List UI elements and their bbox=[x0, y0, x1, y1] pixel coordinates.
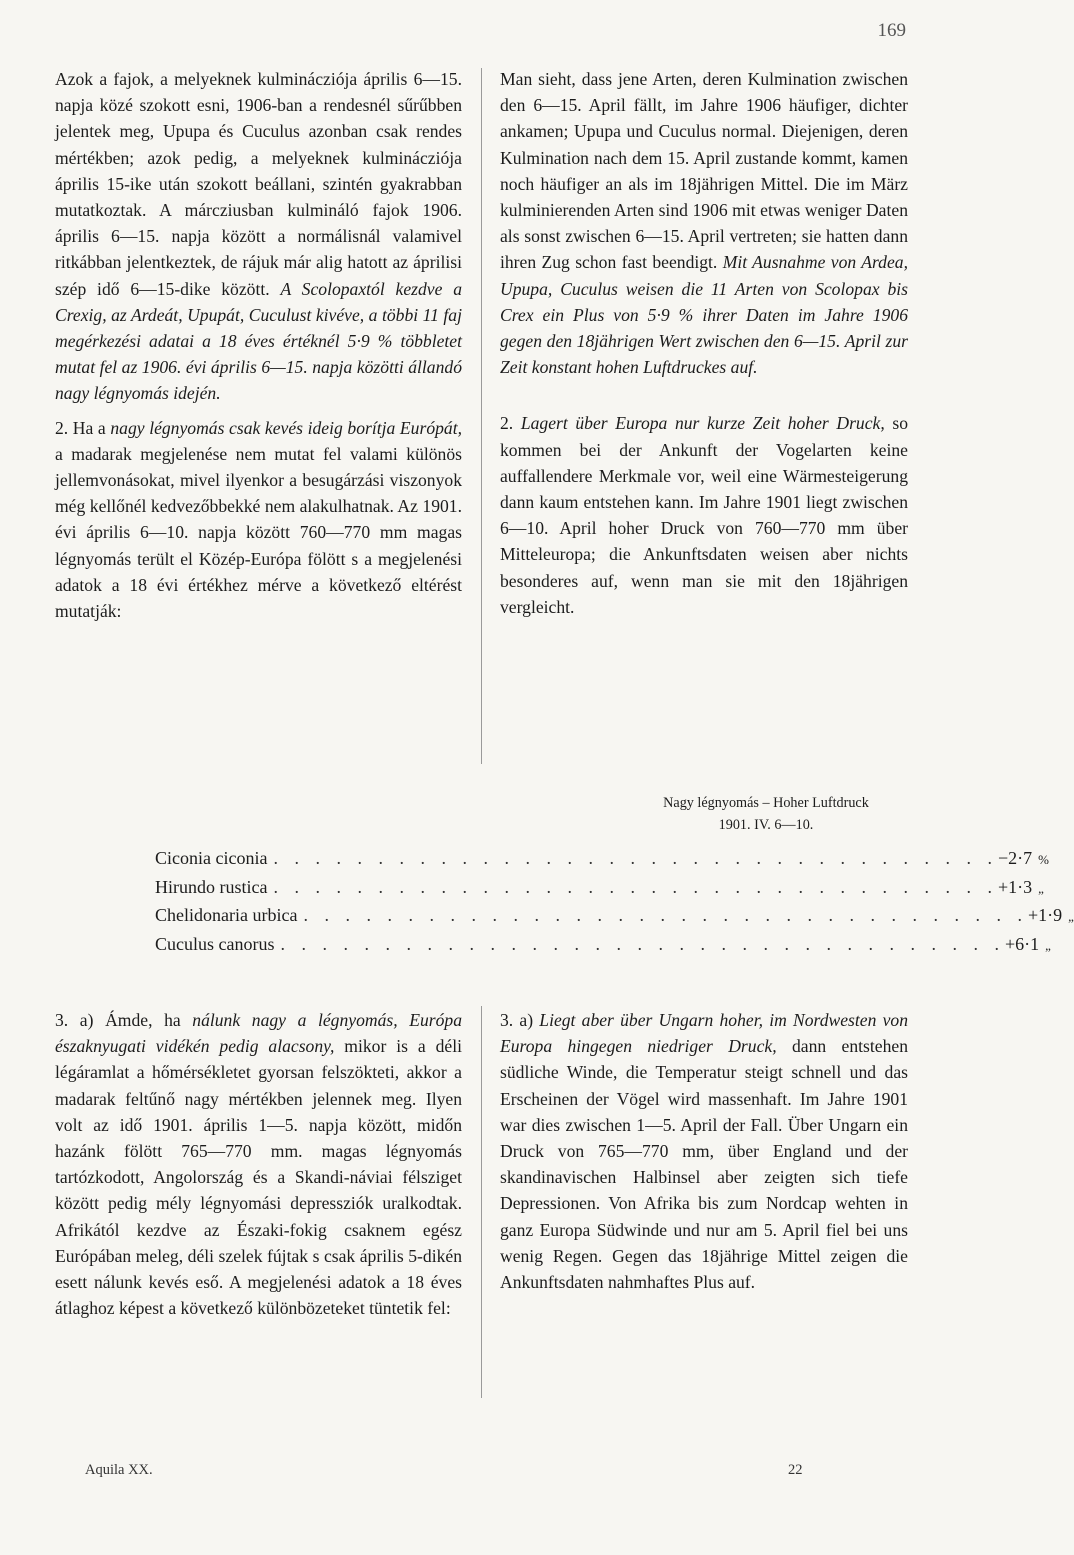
paragraph-lead: 3. a) bbox=[500, 1010, 540, 1030]
paragraph-italic-text: Liegt aber über Ungarn hoher, im Nordwesten von Europa hingegen niedriger Druck, bbox=[500, 1010, 909, 1057]
paragraph-lead: 2. Ha a bbox=[55, 417, 111, 438]
species-unit: „ bbox=[1045, 937, 1051, 953]
table-row bbox=[155, 845, 1049, 874]
german-paragraph-1 bbox=[500, 66, 908, 380]
column-divider bbox=[481, 68, 482, 764]
column-divider bbox=[481, 1006, 482, 1398]
species-name: Cuculus canorus bbox=[155, 933, 275, 954]
leader-dots: . . . . . . . . . . . . . . . . . . . . . . . . . . . . . . . . . . . bbox=[280, 933, 1005, 954]
species-table bbox=[155, 845, 1074, 959]
paragraph-text: a madarak megjelenése nem mutat fel valami különös jellemvonásokat, mivel ilyenkor a besugárzási viszonyok még kellőnél kedvezőbbekké nem alakulhatnak. Az 1901. évi április 6—10. napja között 760—770 mm magas légnyomás terült el Közép-Európa fölött s a megjelenési adatok a 18 évi értékhez mérve a következő eltérést mutatják: bbox=[55, 443, 462, 622]
paragraph-lead: 2. bbox=[500, 413, 521, 434]
hungarian-column-bottom bbox=[55, 1007, 462, 1321]
footer-signature-number: 22 bbox=[788, 1462, 803, 1478]
leader-dots: . . . . . . . . . . . . . . . . . . . . . . . . . . . . . . . . . . . bbox=[303, 905, 1028, 925]
paragraph-text: Man sieht, dass jene Arten, deren Kulmination zwischen den 6—15. April fällt, im Jahre 1906 häufiger, dichter ankamen; Upupa und Cuculus normal. Diejenigen, deren Kulmination nach dem 15. April zustande kommt, kamen noch häufiger an als im 18jährigen Mittel. Die im März kulminierenden Arten sind 1906 mit etwas weniger Daten als sonst zwischen 6—15. April vertreten; sie hatten dann ihren Zug schon fast beendigt. bbox=[500, 69, 908, 273]
table-row bbox=[155, 874, 1044, 903]
paragraph-text: Azok a fajok, a melyeknek kulminácziója április 6—15. napja közé szokott esni, 1906-ban a rendesnél sűrűbben jelentek meg, Upupa és Cuculus azonban csak rendes mértékben; azok pedig, a melyeknek kulminácziója április 15-ike után szokott beállani, szintén gyakrabban mutatkoztak. A márcziusban kulmináló fajok 1906. április 6—15. napja között a normálisnál valamivel ritkábban jelentkeztek, de rájuk már alig hatott az áprilisi szép idő 6—15-dike között. bbox=[55, 69, 462, 299]
table-header-title: Nagy légnyomás – Hoher Luftdruck bbox=[663, 795, 869, 811]
german-paragraph-2 bbox=[500, 410, 908, 620]
paragraph-text: mikor is a déli légáramlat a hőmérsékletet gyorsan felszökteti, akkor a madarak feltűnő nagy mértékben jelennek meg. Ilyen volt az idő 1901. április 1—5. napja között, midőn hazánk fölött 765—770 mm. magas légnyomás tartózkodott, Angolország és a Skandi-náviai félsziget között pedig mély légnyomási depressziók uralkodtak. Afrikától kezdve az Északi-fokig csaknem egész Európában meleg, déli szelek fújtak s csak április 5-dikén esett nálunk kevés eső. A megjelenési adatok a 18 éves átlaghoz képest a következő különbözeteket tüntetik fel: bbox=[55, 1036, 462, 1319]
table-row bbox=[155, 931, 1051, 960]
paragraph-italic-text: nagy légnyomás csak kevés ideig borítja Európát, bbox=[110, 417, 462, 438]
species-name: Chelidonaria urbica bbox=[155, 905, 298, 925]
species-unit: „ bbox=[1068, 909, 1074, 924]
table-header-date: 1901. IV. 6—10. bbox=[718, 817, 814, 833]
paragraph-italic-text: nálunk nagy a légnyomás, Európa északnyugati vidékén pedig alacsony, bbox=[55, 1010, 462, 1057]
hungarian-paragraph-3 bbox=[55, 1007, 462, 1321]
german-paragraph-3 bbox=[500, 1007, 908, 1295]
paragraph-italic-text: Lagert über Europa nur kurze Zeit hoher Druck, bbox=[520, 413, 885, 434]
leader-dots: . . . . . . . . . . . . . . . . . . . . . . . . . . . . . . . . . . . bbox=[273, 876, 998, 897]
species-value: +1·9 bbox=[1027, 905, 1063, 925]
hungarian-column-top bbox=[55, 66, 462, 624]
species-value: −2·7 bbox=[997, 848, 1033, 868]
paragraph-italic-text: A Scolopaxtól kezdve a Crexig, az Ardeát, Upupát, Cuculust kivéve, a többi 11 faj megérkezési adatai a 18 éves értéknél 5·9 % többletet mutat fel az 1906. évi április 6—15. napja közötti állandó nagy légnyomás idején. bbox=[55, 278, 462, 404]
page-number: 169 bbox=[877, 20, 906, 41]
leader-dots: . . . . . . . . . . . . . . . . . . . . . . . . . . . . . . . . . . . bbox=[273, 848, 998, 868]
hungarian-paragraph-1 bbox=[55, 66, 462, 407]
species-name: Hirundo rustica bbox=[155, 876, 268, 897]
species-value: +1·3 bbox=[997, 876, 1033, 897]
german-column-bottom bbox=[500, 1007, 908, 1295]
hungarian-paragraph-2 bbox=[55, 415, 462, 625]
species-unit: % bbox=[1038, 852, 1049, 867]
species-name: Ciconia ciconia bbox=[155, 848, 268, 868]
paragraph-text: dann entstehen südliche Winde, die Temperatur steigt schnell und das Erscheinen der Vögel wird massenhaft. Im Jahre 1901 war dies zwischen 1—5. April der Fall. Über Ungarn ein Druck von 765—770 mm, über England und der skandinavischen Halbinsel aber zeigten sich tiefe Depressionen. Von Afrika bis zum Nordcap wehten in ganz Europa Südwinde und nur am 5. April fiel bei uns wenig Regen. Gegen das 18jährige Mittel zeigen die Ankunftsdaten nahmhaftes Plus auf. bbox=[500, 1036, 908, 1293]
paragraph-text: so kommen bei der Ankunft der Vogelarten keine auffallendere Merkmale vor, weil eine Wärmesteigerung dann kaum entstehen kann. Im Jahre 1901 liegt zwischen 6—10. April hoher Druck von 760—770 mm über Mitteleuropa; die Ankunftsdaten weisen aber nichts besonderes auf, wenn man sie mit den 18jährigen vergleicht. bbox=[500, 413, 909, 617]
table-header bbox=[600, 792, 932, 836]
footer-journal-name: Aquila XX. bbox=[85, 1462, 153, 1478]
paragraph-italic-text: Mit Ausnahme von Ardea, Upupa, Cuculus weisen die 11 Arten von Scolopax bis Crex ein Plus von 5·9 % ihrer Daten im Jahre 1906 gegen den 18jährigen Wert zwischen den 6—15. April zur Zeit konstant hohen Luftdruckes auf. bbox=[500, 252, 908, 378]
paragraph-lead: 3. a) Ámde, ha bbox=[55, 1010, 193, 1030]
species-value: +6·1 bbox=[1004, 933, 1040, 954]
table-row bbox=[155, 902, 1074, 931]
species-unit: „ bbox=[1038, 880, 1044, 896]
german-column-top bbox=[500, 66, 908, 620]
